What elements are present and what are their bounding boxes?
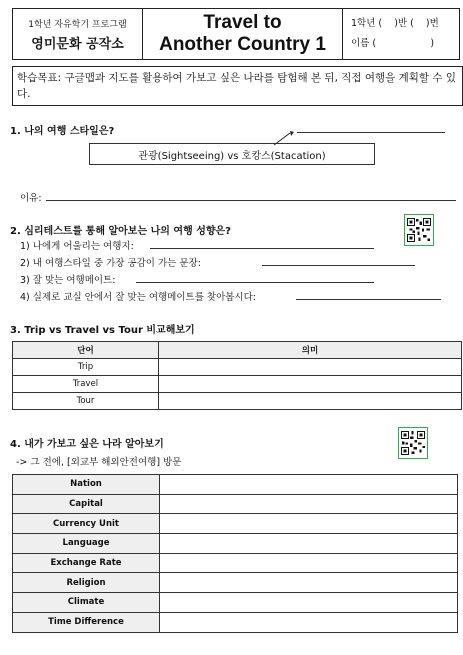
row-label: Exchange Rate — [13, 553, 160, 573]
row-label: Nation — [13, 475, 160, 495]
student-info-box — [343, 9, 459, 59]
section-3-title: 3. Trip vs Travel vs Tour 비교해보기 — [10, 325, 195, 336]
answer-cell[interactable] — [160, 534, 458, 554]
section-2-title: 2. 심리테스트를 통해 알아보는 나의 여행 성향은? — [10, 226, 231, 237]
course-name: 영미문화 공작소 — [31, 36, 124, 52]
country-info-table — [12, 474, 458, 633]
row-label: Currency Unit — [13, 514, 160, 534]
reason-answer-line[interactable] — [46, 200, 456, 201]
class-number-field[interactable]: 1학년 ( )반 ( )번 — [351, 18, 439, 29]
answer-line-3[interactable] — [136, 282, 374, 283]
word-cell: Travel — [13, 376, 159, 393]
title-line-2: Another Country 1 — [159, 34, 326, 55]
meaning-cell[interactable] — [159, 393, 462, 410]
answer-cell[interactable] — [160, 475, 458, 495]
table-row — [13, 553, 458, 573]
row-label: Religion — [13, 573, 160, 593]
answer-cell[interactable] — [160, 553, 458, 573]
table-row — [13, 573, 458, 593]
meaning-cell[interactable] — [159, 376, 462, 393]
question-3: 3) 잘 맞는 여행메이트: — [20, 275, 116, 286]
answer-cell[interactable] — [160, 514, 458, 534]
answer-line-1[interactable] — [150, 248, 374, 249]
row-label: Climate — [13, 593, 160, 613]
table-header-row — [13, 342, 462, 359]
row-label: Capital — [13, 494, 160, 514]
table-row — [13, 534, 458, 554]
qr-code-icon[interactable] — [404, 214, 434, 246]
meaning-cell[interactable] — [159, 359, 462, 376]
table-row — [13, 494, 458, 514]
header-word: 단어 — [13, 342, 159, 359]
word-compare-table — [12, 341, 462, 410]
table-row — [13, 359, 462, 376]
table-row — [13, 612, 458, 632]
program-label: 1학년 자유학기 프로그램 — [28, 19, 127, 30]
qr-code-icon[interactable] — [398, 427, 428, 459]
program-box — [13, 9, 143, 59]
section-1-title: 1. 나의 여행 스타일은? — [10, 126, 115, 137]
answer-cell[interactable] — [160, 593, 458, 613]
section-4-subtitle: -> 그 전에, [외교부 해외안전여행] 방문 — [16, 457, 182, 468]
answer-line-2[interactable] — [262, 265, 415, 266]
title-box — [143, 9, 343, 59]
question-4: 4) 실제로 교실 안에서 잘 맞는 여행메이트를 찾아봅시다: — [20, 292, 256, 303]
question-1: 1) 나에게 어울리는 여행지: — [20, 241, 134, 252]
answer-cell[interactable] — [160, 494, 458, 514]
title-line-1: Travel to — [203, 12, 282, 33]
travel-style-choice: 관광(Sightseeing) vs 호캉스(Stacation) — [89, 143, 375, 165]
header-meaning: 의미 — [159, 342, 462, 359]
answer-line-4[interactable] — [296, 299, 441, 300]
learning-objective: 학습목표: 구글맵과 지도를 활용하여 가보고 싶은 나라를 탐험해 본 뒤, 직접 여행을 계획할 수 있다. — [12, 66, 463, 106]
style-answer-line[interactable] — [297, 132, 445, 133]
table-row — [13, 475, 458, 495]
word-cell: Tour — [13, 393, 159, 410]
row-label: Language — [13, 534, 160, 554]
answer-cell[interactable] — [160, 612, 458, 632]
section-4-title: 4. 내가 가보고 싶은 나라 알아보기 — [10, 439, 164, 450]
student-name-field[interactable]: 이름 ( ) — [351, 38, 435, 49]
table-row — [13, 393, 462, 410]
reason-label: 이유: — [20, 193, 42, 204]
worksheet-header — [12, 8, 460, 60]
table-row — [13, 593, 458, 613]
table-row — [13, 514, 458, 534]
table-row — [13, 376, 462, 393]
word-cell: Trip — [13, 359, 159, 376]
row-label: Time Difference — [13, 612, 160, 632]
answer-cell[interactable] — [160, 573, 458, 593]
question-2: 2) 내 여행스타일 중 가장 공감이 가는 문장: — [20, 258, 201, 269]
